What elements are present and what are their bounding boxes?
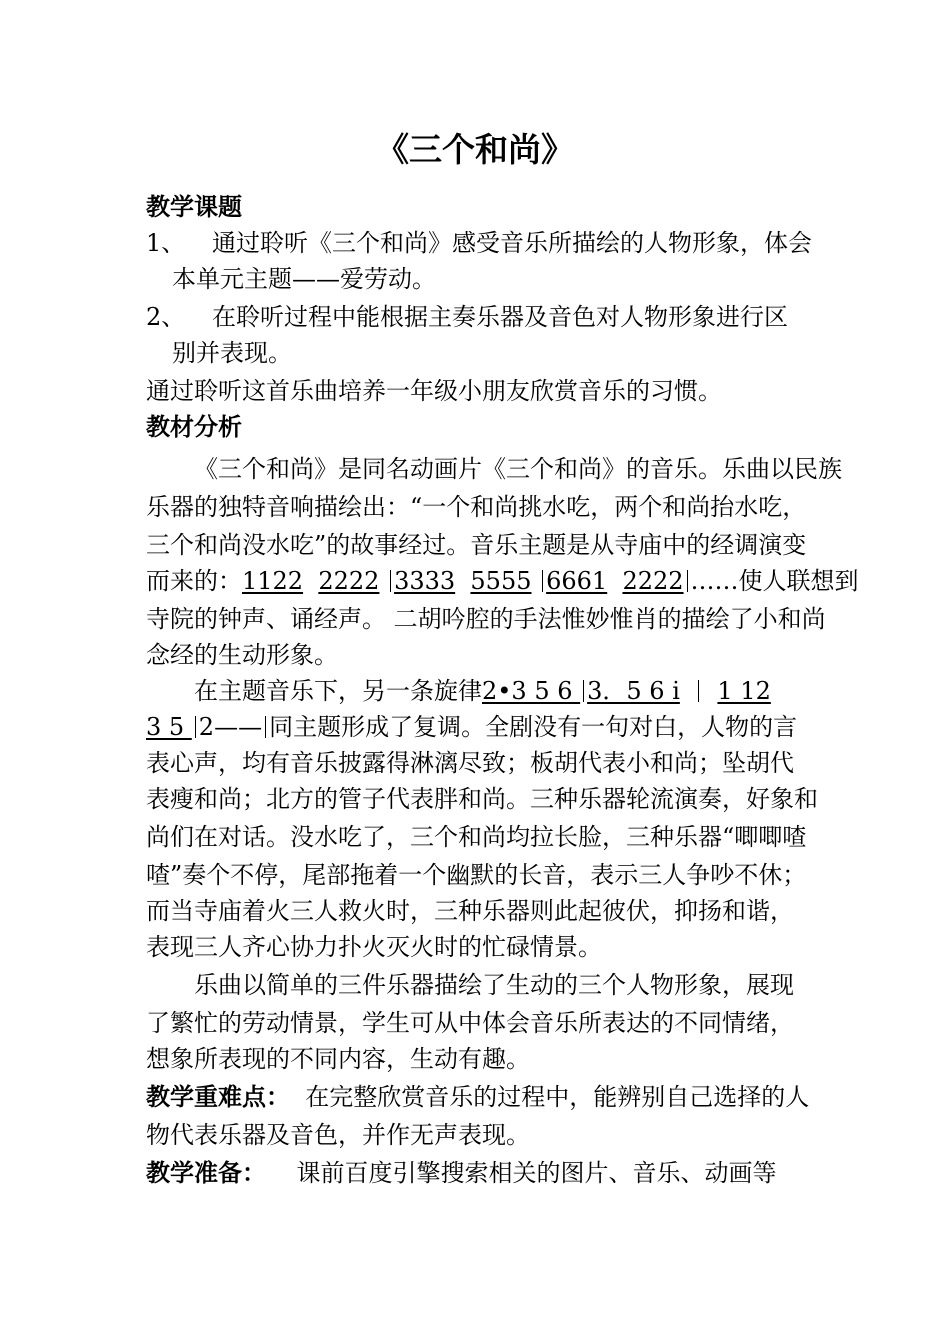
music-notes: 1 12	[717, 677, 771, 705]
music-notes: 2222	[622, 567, 684, 595]
paragraph-text: 在主题音乐下，另一条旋律	[194, 677, 482, 705]
bar-line	[265, 716, 266, 738]
music-notes: 2•3 5 6	[482, 677, 581, 705]
music-notes: 6661	[546, 567, 608, 595]
list-item-2-cont: 别并表现。	[172, 339, 292, 367]
bar-line	[195, 716, 196, 738]
paragraph-text: 而来的：	[146, 567, 242, 595]
list-number: 2、	[146, 303, 186, 331]
page-title: 《三个和尚》	[376, 130, 574, 169]
paragraph-line: 想象所表现的不同内容，生动有趣。	[146, 1045, 530, 1073]
paragraph-line: 《三个和尚》是同名动画片《三个和尚》的音乐。乐曲以民族	[194, 455, 842, 483]
notation-line-1	[146, 564, 859, 598]
section-heading-key-points: 教学重难点：	[146, 1083, 290, 1111]
bar-line	[583, 680, 584, 702]
list-item-1	[146, 226, 816, 260]
list-item-1-cont: 本单元主题——爱劳动。	[172, 265, 436, 293]
paragraph-line: 表现三人齐心协力扑火灭火时的忙碌情景。	[146, 933, 602, 961]
paragraph-text: ……使人联想到	[690, 567, 859, 595]
paragraph-line: 喳”奏个不停，尾部拖着一个幽默的长音，表示三人争吵不休；	[146, 861, 807, 889]
preparation-line	[146, 1156, 816, 1190]
section-heading-topic: 教学课题	[146, 193, 242, 221]
notation-line-3	[146, 710, 816, 744]
paragraph-line: 物代表乐器及音色，并作无声表现。	[146, 1121, 530, 1149]
music-notes: 5555	[470, 567, 532, 595]
paragraph-line: 三个和尚没水吃”的故事经过。音乐主题是从寺庙中的经调演变	[146, 531, 807, 559]
music-notes: 3．5 6 i	[587, 677, 680, 705]
music-notes: 1122	[242, 567, 304, 595]
list-item-2	[146, 300, 816, 334]
paragraph-text: 同主题形成了复调。全剧没有一句对白，人物的言	[269, 713, 798, 741]
list-text: 通过聆听《三个和尚》感受音乐所描绘的人物形象，体会	[212, 229, 812, 257]
music-notes: 3333	[394, 567, 456, 595]
paragraph-line: 乐曲以简单的三件乐器描绘了生动的三个人物形象，展现	[194, 971, 794, 999]
paragraph-line: 寺院的钟声、诵经声。 二胡吟腔的手法惟妙惟肖的描绘了小和尚	[146, 605, 826, 633]
paragraph-line: 尚们在对话。没水吃了，三个和尚均拉长脸，三种乐器“唧唧喳	[146, 823, 807, 851]
paragraph-line: 念经的生动形象。	[146, 641, 338, 669]
paragraph-goal: 通过聆听这首乐曲培养一年级小朋友欣赏音乐的习惯。	[146, 377, 722, 405]
bar-line	[390, 570, 391, 592]
key-points-line	[146, 1080, 816, 1114]
paragraph-line: 表心声，均有音乐披露得淋漓尽致；板胡代表小和尚；坠胡代	[146, 749, 794, 777]
bar-line	[687, 570, 688, 592]
paragraph-line: 而当寺庙着火三人救火时，三种乐器则此起彼伏，抑扬和谐，	[146, 897, 794, 925]
list-text: 在聆听过程中能根据主奏乐器及音色对人物形象进行区	[212, 303, 788, 331]
section-heading-preparation: 教学准备：	[146, 1159, 266, 1187]
list-number: 1、	[146, 229, 186, 257]
bar-line	[542, 570, 543, 592]
paragraph-text: 课前百度引擎搜索相关的图片、音乐、动画等	[296, 1159, 777, 1187]
bar-line	[698, 680, 699, 702]
paragraph-text: 在完整欣赏音乐的过程中，能辨别自己选择的人	[305, 1083, 810, 1111]
notation-line-2	[194, 674, 864, 708]
paragraph-line: 表瘦和尚；北方的管子代表胖和尚。三种乐器轮流演奏，好象和	[146, 785, 818, 813]
paragraph-line: 了繁忙的劳动情景，学生可从中体会音乐所表达的不同情绪，	[146, 1009, 794, 1037]
music-notes: 2——	[198, 713, 263, 741]
paragraph-line: 乐器的独特音响描绘出：“一个和尚挑水吃，两个和尚抬水吃，	[146, 493, 807, 521]
section-heading-analysis: 教材分析	[146, 413, 242, 441]
music-notes: 2222	[318, 567, 380, 595]
music-notes: 3 5	[146, 713, 192, 741]
